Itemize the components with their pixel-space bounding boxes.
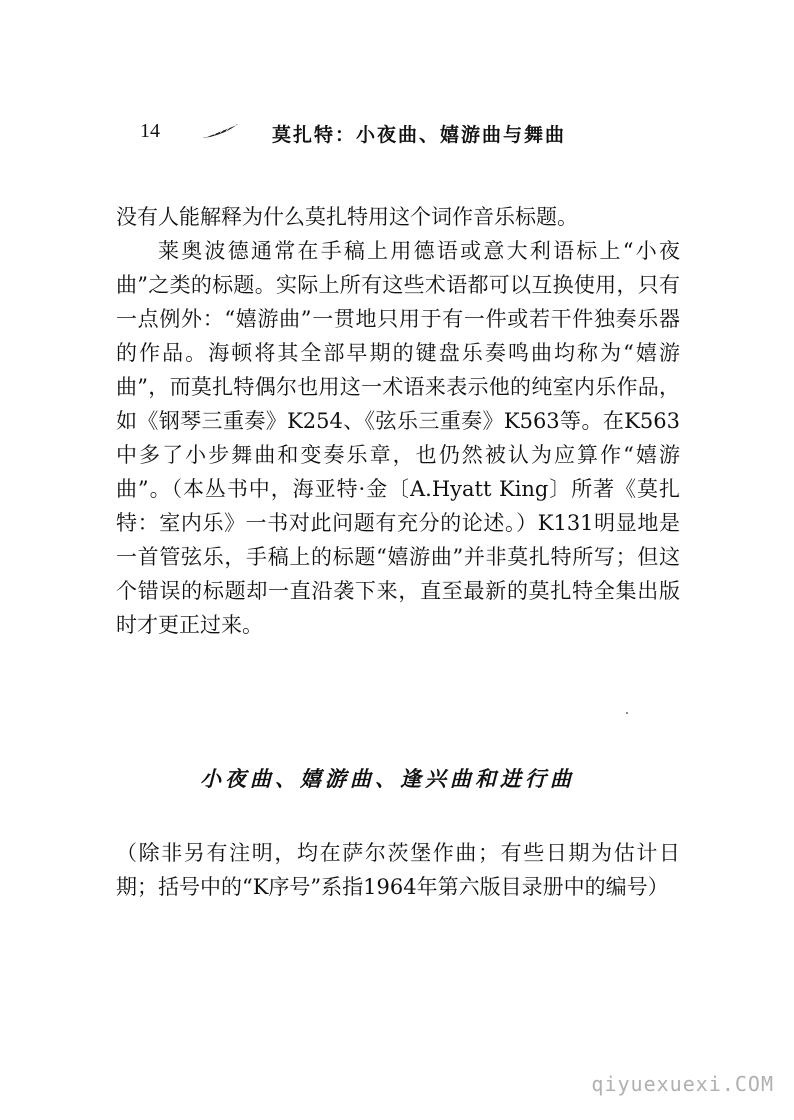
site-watermark: qiyuexuexi.COM xyxy=(591,1072,774,1096)
page-number: 14 xyxy=(140,120,160,142)
section-note xyxy=(116,836,680,904)
scan-speck xyxy=(626,712,628,714)
body-text xyxy=(116,200,680,642)
paragraph-1: 没有人能解释为什么莫扎特用这个词作音乐标题。 xyxy=(116,205,578,229)
page-header xyxy=(140,118,640,148)
section-note-text: （除非另有注明，均在萨尔茨堡作曲；有些日期为估计日期；括号中的“K序号”系指1964年第六版目录册中的编号） xyxy=(116,841,680,899)
section-heading: 小夜曲、嬉游曲、逢兴曲和进行曲 xyxy=(200,766,575,791)
running-title: 莫扎特：小夜曲、嬉游曲与舞曲 xyxy=(272,124,567,146)
quill-ornament-icon xyxy=(200,122,240,142)
paragraph-2: 莱奥波德通常在手稿上用德语或意大利语标上“小夜曲”之类的标题。实际上所有这些术语都可以互换使用，只有一点例外：“嬉游曲”一贯地只用于有一件或若干件独奏乐器的作品。海顿将其全部早期的键盘乐奏鸣曲均称为“嬉游曲”，而莫扎特偶尔也用这一术语来表示他的纯室内乐作品，如《钢琴三重奏》K254、《弦乐三重奏》K563等。在K563中多了小步舞曲和变奏乐章，也仍然被认为应算作“嬉游曲”。（本丛书中，海亚特·金〔A.Hyatt King〕所著《莫扎特：室内乐》一书对此问题有充分的论述。）K131明显地是一首管弦乐，手稿上的标题“嬉游曲”并非莫扎特所写；但这个错误的标题却一直沿袭下来，直至最新的莫扎特全集出版时才更正过来。 xyxy=(116,239,680,637)
